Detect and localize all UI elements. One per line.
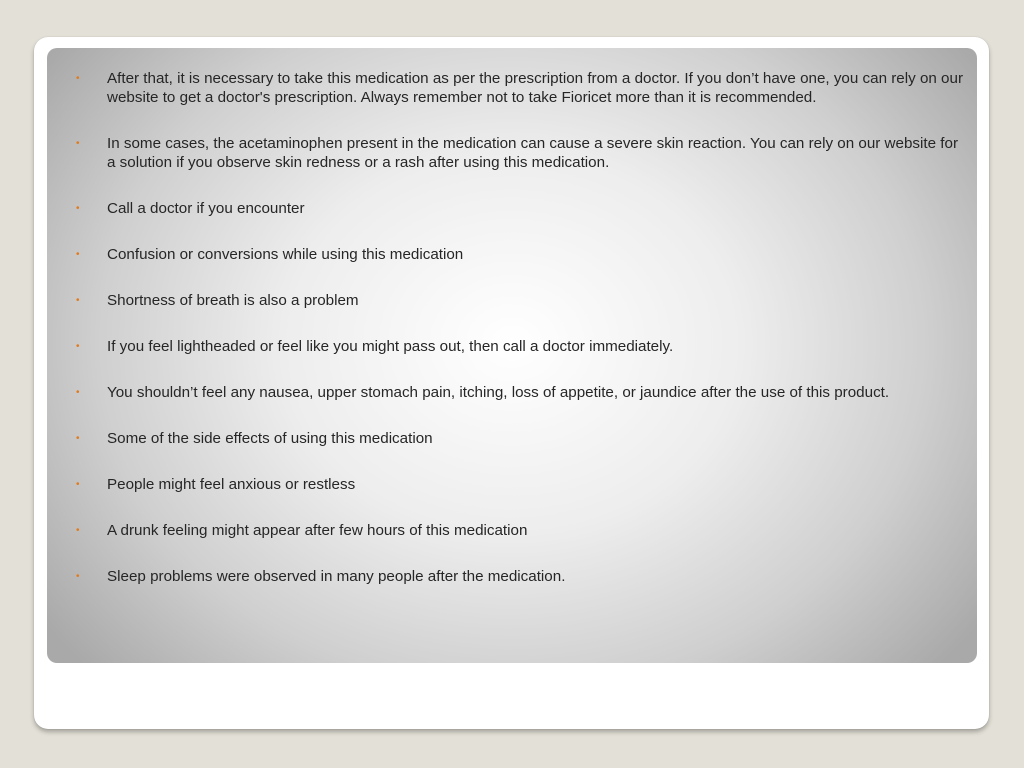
content-panel [47, 48, 977, 663]
bullet-text: Sleep problems were observed in many people after the medication. [107, 568, 566, 585]
bullet-text: In some cases, the acetaminophen present in the medication can cause a severe skin reaction. You can rely on our website for a solution if you observe skin redness or a rash after using this medication. [107, 135, 958, 171]
bullet-list [75, 69, 963, 613]
bullet-text: You shouldn’t feel any nausea, upper stomach pain, itching, loss of appetite, or jaundice after the use of this product. [107, 384, 890, 401]
bullet-item-7 [75, 383, 963, 402]
bullet-text: People might feel anxious or restless [107, 476, 356, 493]
bullet-dot-icon: • [76, 295, 80, 306]
bullet-dot-icon: • [76, 341, 80, 352]
bullet-dot-icon: • [76, 203, 80, 214]
bullet-item-10 [75, 521, 963, 540]
bullet-text: After that, it is necessary to take this medication as per the prescription from a doctor. If you don’t have one, you can rely on our website to get a doctor's prescription. Always remember not to take Fioricet more than it is recommended. [107, 70, 964, 106]
bullet-item-3 [75, 199, 963, 218]
bullet-item-5 [75, 291, 963, 310]
bullet-dot-icon: • [76, 525, 80, 536]
slide-frame [34, 37, 989, 729]
bullet-dot-icon: • [76, 73, 80, 84]
bullet-item-8 [75, 429, 963, 448]
bullet-text: Some of the side effects of using this medication [107, 430, 433, 447]
bullet-text: A drunk feeling might appear after few hours of this medication [107, 522, 528, 539]
bullet-dot-icon: • [76, 387, 80, 398]
bullet-dot-icon: • [76, 138, 80, 149]
bullet-text: Shortness of breath is also a problem [107, 292, 359, 309]
bullet-dot-icon: • [76, 479, 80, 490]
bullet-item-4 [75, 245, 963, 264]
bullet-text: If you feel lightheaded or feel like you might pass out, then call a doctor immediately. [107, 338, 674, 355]
bullet-item-9 [75, 475, 963, 494]
bullet-dot-icon: • [76, 249, 80, 260]
bullet-dot-icon: • [76, 571, 80, 582]
bullet-item-11 [75, 567, 963, 586]
bullet-dot-icon: • [76, 433, 80, 444]
bullet-text: Confusion or conversions while using this medication [107, 246, 464, 263]
bullet-text: Call a doctor if you encounter [107, 200, 305, 217]
bullet-item-1 [75, 69, 963, 107]
bullet-item-2 [75, 134, 963, 172]
bullet-item-6 [75, 337, 963, 356]
